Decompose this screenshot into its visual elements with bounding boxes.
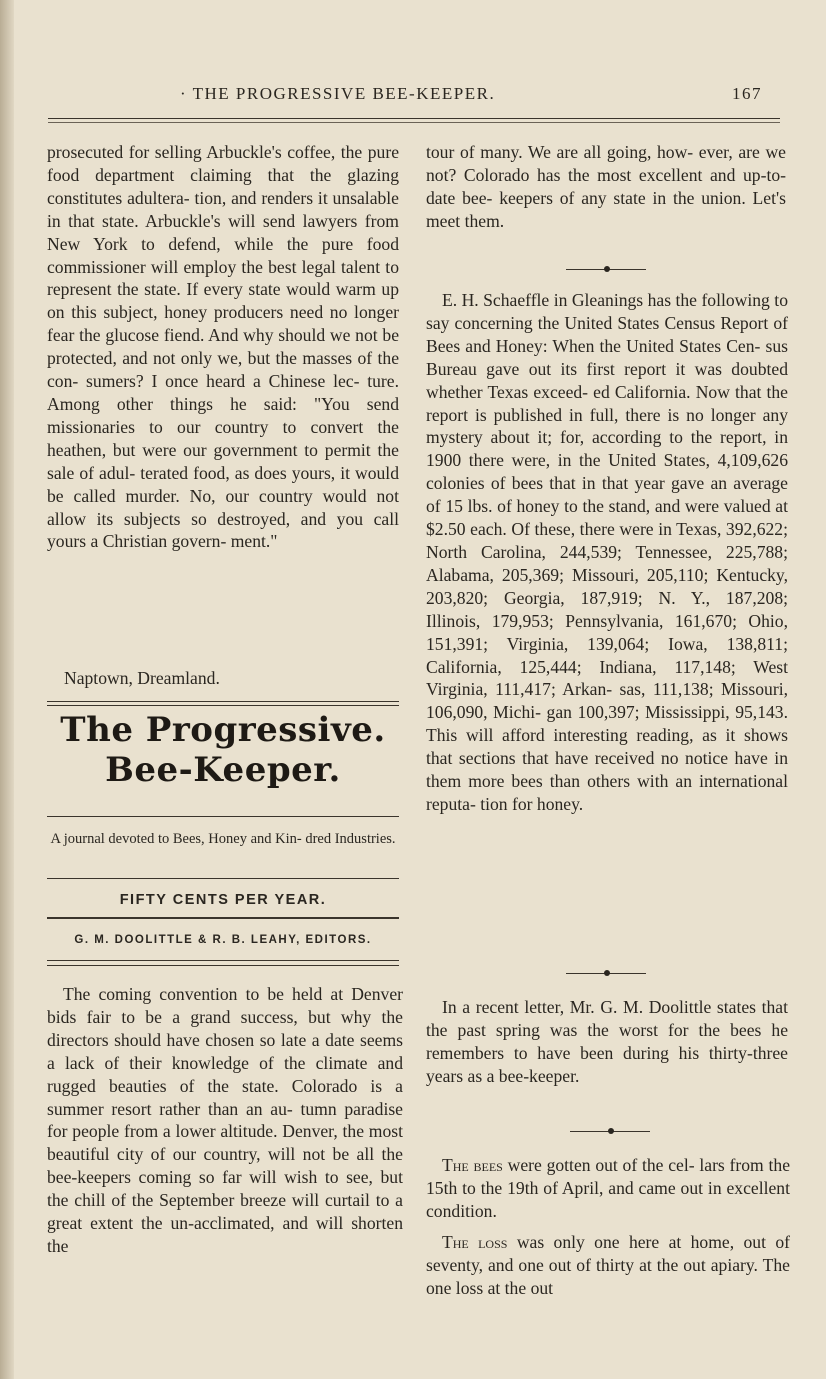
- masthead-line-2: Bee-Keeper.: [105, 750, 341, 790]
- loss-paragraph: [426, 1231, 790, 1300]
- paragraph-body: were gotten out of the cel- lars from the 15th to the 19th of April, and came out in excellent condition.: [426, 1155, 791, 1221]
- article-signoff: Naptown, Dreamland.: [64, 668, 220, 688]
- paragraph-body: was only one here at home, out of seventy, and one out of thirty at the out apiary. The one loss at the out: [426, 1231, 790, 1298]
- article-paragraph: In a recent letter, Mr. G. M. Doolittle states that the past spring was the worst for the bees he remembers to have been during his thirty-three years as a bee-keeper.: [426, 997, 788, 1086]
- article-paragraph: tour of many. We are all going, how- ever, are we not? Colorado has the most excellent and up-to-date bee- keepers of any state in the union. Let's meet them.: [426, 142, 786, 231]
- running-head: [180, 84, 780, 108]
- section-divider: [566, 969, 646, 979]
- journal-title: · THE PROGRESSIVE BEE-KEEPER.: [180, 84, 496, 103]
- bees-report-article: [426, 1154, 790, 1299]
- section-divider: [570, 1127, 650, 1137]
- header-rule-secondary: [48, 122, 780, 123]
- price-rule: [47, 917, 399, 919]
- masthead-line-1: The Progressive.: [60, 710, 386, 750]
- article-paragraph: prosecuted for selling Arbuckle's coffee, the pure food department claiming that the glazing constitutes adultera- tion, and renders it unsalable in that state. Arbuckle's will send lawyers from New York to defend, while the pure food commissioner will employ the best legal talent to represent the state. If every state would warm up on this subject, honey producers need no longer fear the glucose fiend. And why should we not be protected, and not only we, but the masses of the con- sumers? I once heard a Chinese lec- ture. Among other things he said: "You send missionaries to our country to convert the heathen, but were our government to permit the sale of adul- terated food, as does yours, it would be called murder. No, our country would not allow its subjects so destroyed, and you call yours a Christian govern- ment.": [47, 142, 399, 552]
- masthead-rule: [47, 816, 399, 817]
- masthead-tagline: A journal devoted to Bees, Honey and Kin- dred Industries.: [50, 831, 396, 847]
- page-number: 167: [732, 84, 762, 103]
- convention-article: [47, 983, 403, 1258]
- header-rule: [48, 118, 780, 119]
- editors-line: G. M. DOOLITTLE & R. B. LEAHY, EDITORS.: [74, 934, 372, 946]
- tagline-rule: [47, 878, 399, 879]
- right-column-continuation: [426, 141, 786, 233]
- editors-rule-secondary: [47, 965, 399, 966]
- editors-rule: [47, 960, 399, 961]
- census-report-article: [426, 289, 788, 816]
- left-column-article: [47, 141, 399, 553]
- masthead-top-rule-secondary: [47, 705, 399, 706]
- article-paragraph: E. H. Schaeffle in Gleanings has the following to say concerning the United States Census Report of Bees and Honey: When the United States Cen- sus Bureau gave out its first report it was doubted whether Texas exceed- ed California. Now that the report is published in full, there is no longer any mystery about it; for, according to the report, in 1900 there were, in the United States, 4,109,626 colonies of bees that in that year gave an average of 15 lbs. of honey to the stand, and were valued at $2.50 each. Of these, there were in Texas, 392,622; North Carolina, 244,539; Tennessee, 225,788; Alabama, 205,369; Missouri, 205,110; Kentucky, 203,820; Georgia, 187,919; N. Y., 187,208; Illinois, 179,953; Pennsylvania, 161,670; Ohio, 151,391; Virginia, 139,064; Iowa, 138,811; California, 125,444; Indiana, 117,148; West Virginia, 111,417; Arkan- sas, 111,138; Missouri, 106,090, Michi- gan 100,397; Mississippi, 95,143. This will afford interesting reading, as it shows that sections that have received no notice have in them more bees than others with an international reputa- tion for honey.: [426, 290, 788, 814]
- binding-shadow: [0, 0, 14, 1379]
- section-divider: [566, 265, 646, 275]
- masthead-top-rule: [47, 701, 399, 702]
- lead-in: The loss: [442, 1231, 508, 1252]
- doolittle-letter-article: [426, 996, 788, 1088]
- bees-paragraph: [426, 1154, 790, 1223]
- subscription-price: FIFTY CENTS PER YEAR.: [119, 892, 327, 908]
- article-paragraph: The coming convention to be held at Denver bids fair to be a grand success, but why the directors should have chosen so late a date seems a lack of their knowledge of the climate and rugged beauties of the state. Colorado is a summer resort rather than an au- tumn paradise for people from a lower altitude. Denver, the most beautiful city of our country, will not be all the bee-keepers coming so far will wish to see, but the chill of the September breeze will curtail to a great extent the un-acclimated, and will shorten the: [47, 984, 403, 1256]
- masthead: [47, 710, 399, 790]
- lead-in: The bees: [442, 1155, 503, 1175]
